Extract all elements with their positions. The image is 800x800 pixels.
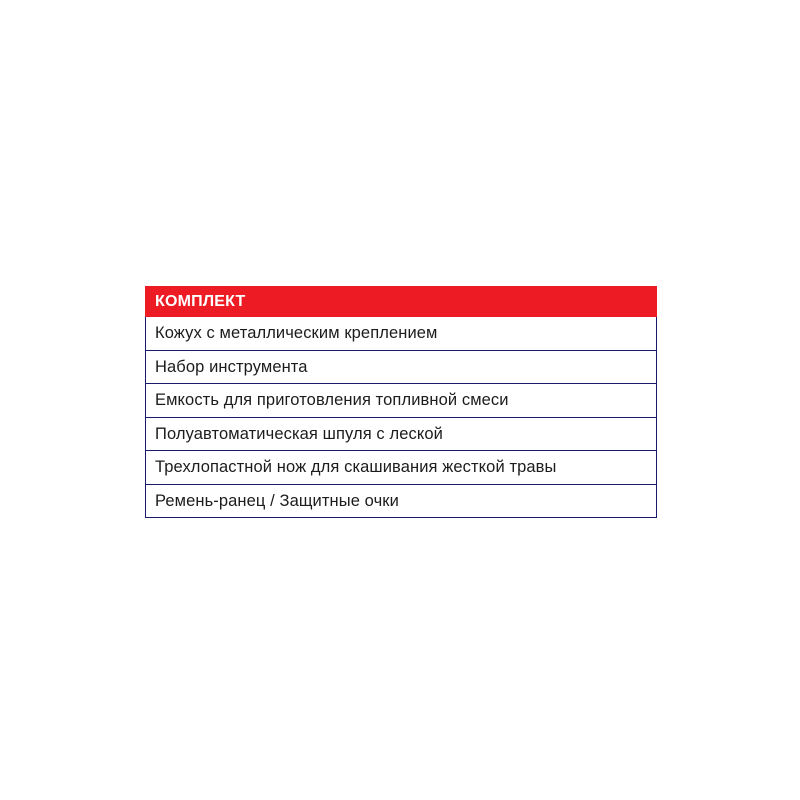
kit-item-cell: Набор инструмента [146, 350, 657, 384]
kit-item-cell: Емкость для приготовления топливной смеси [146, 384, 657, 418]
table-row [146, 451, 657, 485]
kit-item-cell: Кожух с металлическим креплением [146, 317, 657, 351]
kit-contents-table [145, 286, 657, 518]
table-row [146, 384, 657, 418]
table-header-cell: КОМПЛЕКТ [146, 287, 657, 317]
table-row [146, 417, 657, 451]
table-row [146, 484, 657, 518]
kit-item-cell: Полуавтоматическая шпуля с леской [146, 417, 657, 451]
table-row [146, 317, 657, 351]
table-header-row [146, 287, 657, 317]
kit-item-cell: Ремень-ранец / Защитные очки [146, 484, 657, 518]
table-row [146, 350, 657, 384]
kit-item-cell: Трехлопастной нож для скашивания жесткой травы [146, 451, 657, 485]
